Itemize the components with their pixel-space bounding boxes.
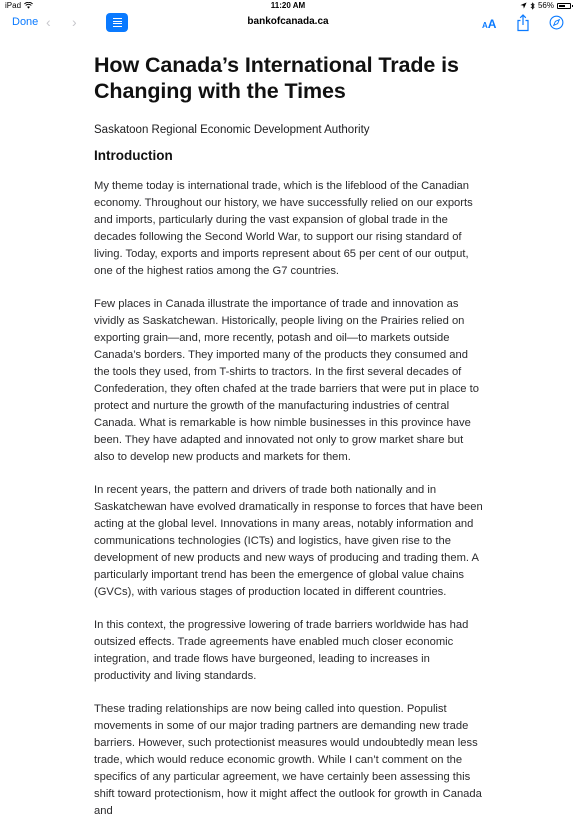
back-icon[interactable]: ‹ — [46, 14, 51, 30]
article-paragraph: My theme today is international trade, which is the lifeblood of the Canadian economy. Throughout our history, we have successfully relied on our exports and imports, particularly during the vast expansion of global trade in the decades following the Second World War, to support our rising standard of living. Today, exports and imports represent about 65 per cent of our output, one of the highest ratios among the G7 countries. — [94, 180, 473, 277]
section-heading: Introduction — [94, 148, 173, 163]
status-bar — [0, 0, 576, 13]
compass-icon[interactable] — [549, 15, 564, 30]
browser-toolbar — [0, 13, 576, 35]
forward-icon[interactable]: › — [72, 14, 77, 30]
reader-view-icon[interactable] — [106, 13, 128, 32]
text-size-small-label: A — [482, 21, 488, 30]
article-paragraph: Few places in Canada illustrate the importance of trade and innovation as vividly as Saskatchewan. Historically, people living on the Prairies relied on exporting grain—and, more recently, potash and oil—to markets outside Canada’s borders. They imported many of the products they consumed and the tools they used, from T-shirts to tractors. In the first several decades of Confederation, they often chafed at the trade barriers that were put in place to protect and nurture the growth of the manufacturing industries of central Canada. What is remarkable is how nimble businesses in this province have been. They have adapted and innovated not only to grow market share but also to develop new products and markets for them. — [94, 298, 479, 463]
text-size-big-label: A — [487, 17, 497, 31]
article-author: Saskatoon Regional Economic Development Authority — [94, 124, 370, 136]
article-title: How Canada’s International Trade is Changing with the Times — [94, 53, 459, 103]
text-size-button[interactable] — [482, 15, 496, 33]
battery-percent: 56% — [537, 1, 554, 10]
status-time: 11:20 AM — [270, 1, 306, 10]
location-arrow-icon — [520, 2, 527, 9]
article-paragraph: In recent years, the pattern and drivers of trade both nationally and in Saskatchewan have evolved dramatically in response to forces that have been acting at the global level. Innovations in many areas, notably information and communications technologies (ICTs) and logistics, have given rise to the development of new products and new ways of producing and trading them. A particularly important trend has been the emergence of global value chains (GVCs), with various stages of production located in different countries. — [94, 484, 483, 598]
article-paragraph: In this context, the progressive lowering of trade barriers worldwide has had outsized effects. Trade agreements have enabled much closer economic integration, and trade flows have burgeoned, leading to increases in productivity and living standards. — [94, 619, 469, 682]
reader-article — [94, 52, 484, 836]
battery-icon — [557, 3, 571, 9]
article-paragraph: These trading relationships are now being called into question. Populist movements in some of our major trading partners are demanding new trade barriers. However, such protectionist measures would undoubtedly mean less trade, which would reduce economic growth. While I can’t comment on the specifics of any particular agreement, we have certainly been assessing this shift toward protectionism, how it might affect the outlook for growth in Canada and — [94, 703, 482, 817]
share-icon[interactable] — [516, 14, 530, 32]
done-button[interactable]: Done — [12, 16, 39, 28]
address-bar[interactable]: bankofcanada.ca — [247, 16, 329, 27]
battery-fill — [559, 5, 565, 7]
status-right — [520, 1, 571, 10]
bluetooth-icon — [530, 2, 535, 10]
device-label: iPad — [5, 1, 22, 10]
